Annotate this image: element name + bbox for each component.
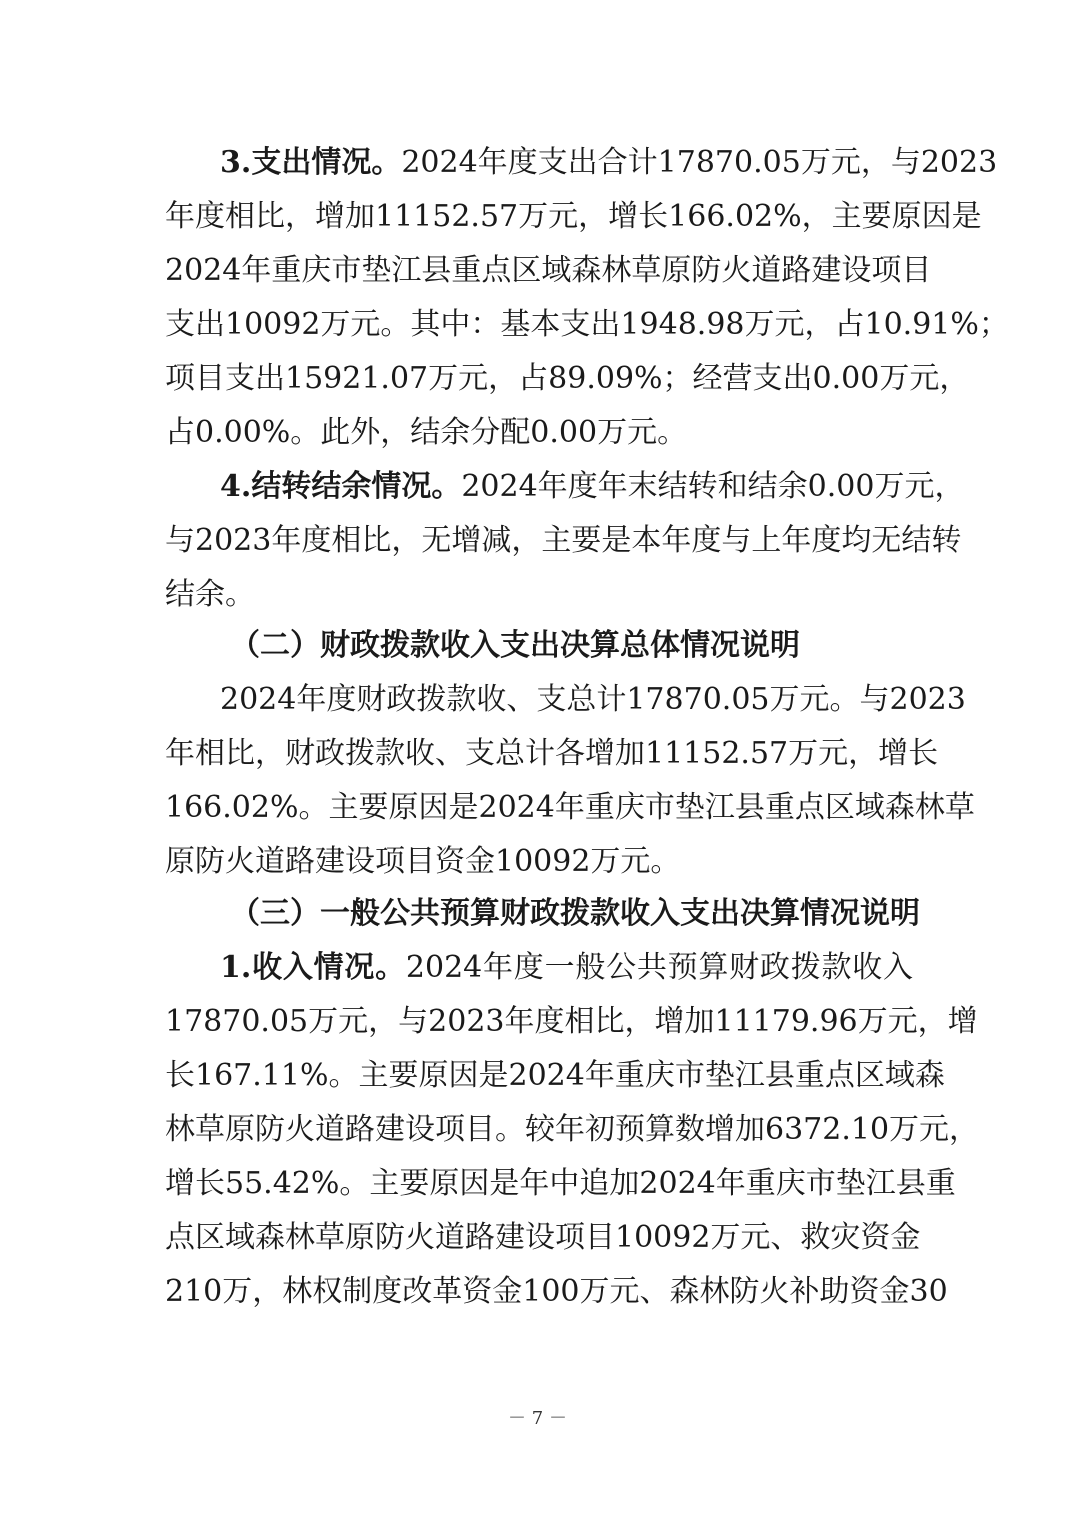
paragraph-income-line-4: 林草原防火道路建设项目。较年初预算数增加6372.10万元， [165,1112,980,1147]
paragraph-fiscal-line-2: 年相比，财政拨款收、支总计各增加11152.57万元，增长 [165,736,939,771]
expenditure-label: 3.支出情况。 [220,145,402,180]
page-number: － 7 － [508,1408,567,1429]
paragraph-income-line-3: 长167.11%。主要原因是2024年重庆市垫江县重点区域森 [165,1058,945,1093]
section-heading-fiscal-overview: （二）财政拨款收入支出决算总体情况说明 [230,628,800,663]
paragraph-expenditure-line-2: 年度相比，增加11152.57万元，增长166.02%，主要原因是 [165,199,982,234]
paragraph-expenditure-line-6: 占0.00%。此外，结余分配0.00万元。 [165,415,688,450]
paragraph-carryover-line-3: 结余。 [165,577,255,612]
paragraph-income-line-5: 增长55.42%。主要原因是年中追加2024年重庆市垫江县重 [165,1166,956,1201]
carryover-label: 4.结转结余情况。 [220,469,462,504]
paragraph-income-line-2: 17870.05万元，与2023年度相比，增加11179.96万元，增 [165,1004,978,1039]
paragraph-carryover-line-1: 4.结转结余情况。2024年度年末结转和结余0.00万元， [220,469,965,504]
paragraph-income-line-6: 点区域森林草原防火道路建设项目10092万元、救灾资金 [165,1220,921,1255]
paragraph-carryover-line-2: 与2023年度相比，无增减，主要是本年度与上年度均无结转 [165,523,962,558]
income-label: 1.收入情况。 [220,950,406,985]
section-heading-general-budget: （三）一般公共预算财政拨款收入支出决算情况说明 [230,896,920,931]
paragraph-fiscal-line-3: 166.02%。主要原因是2024年重庆市垫江县重点区域森林草 [165,790,975,825]
paragraph-fiscal-line-4: 原防火道路建设项目资金10092万元。 [165,844,681,879]
paragraph-expenditure-line-4: 支出10092万元。其中：基本支出1948.98万元，占10.91%； [165,307,1009,342]
paragraph-expenditure-line-1: 3.支出情况。2024年度支出合计17870.05万元，与2023 [220,145,998,180]
paragraph-fiscal-line-1: 2024年度财政拨款收、支总计17870.05万元。与2023 [220,682,966,717]
paragraph-expenditure-line-3: 2024年重庆市垫江县重点区域森林草原防火道路建设项目 [165,253,932,288]
paragraph-income-line-7: 210万，林权制度改革资金100万元、森林防火补助资金30 [165,1274,948,1309]
paragraph-expenditure-line-5: 项目支出15921.07万元，占89.09%；经营支出0.00万元， [165,361,970,396]
paragraph-income-line-1: 1.收入情况。2024年度一般公共预算财政拨款收入 [220,950,913,985]
